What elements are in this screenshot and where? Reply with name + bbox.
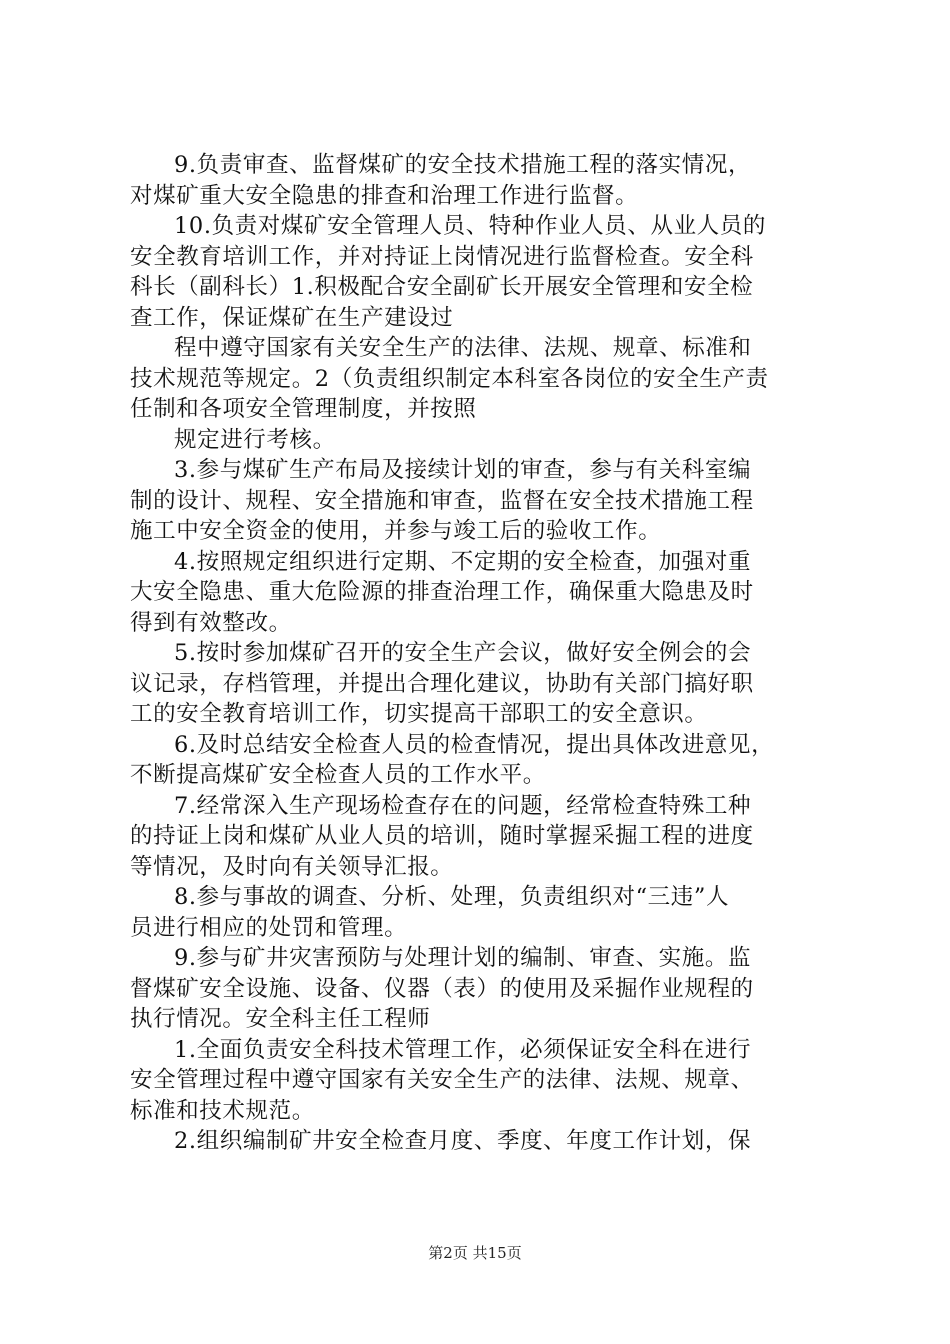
text-line: 大安全隐患、重大危险源的排查治理工作，确保重大隐患及时	[130, 579, 754, 605]
text-line: 施工中安全资金的使用，并参与竣工后的验收工作。	[130, 518, 662, 544]
text-line: 标准和技术规范。	[130, 1097, 315, 1124]
text-line: 等情况，及时向有关领导汇报。	[130, 853, 454, 880]
text-line: 议记录，存档管理，并提出合理化建议，协助有关部门搞好职	[130, 670, 754, 697]
text-line: 工的安全教育培训工作，切实提高干部职工的安全意识。	[130, 701, 708, 727]
text-line: 9.参与矿井灾害预防与处理计划的编制、审查、实施。监	[174, 945, 752, 971]
text-line: 规定进行考核。	[174, 426, 336, 453]
text-line: 督煤矿安全设施、设备、仪器（表）的使用及采掘作业规程的	[130, 975, 754, 1002]
text-line: 5.按时参加煤矿召开的安全生产会议，做好安全例会的会	[174, 640, 752, 666]
text-line: 9.负责审查、监督煤矿的安全技术措施工程的落实情况，	[174, 152, 752, 178]
text-line: 3.参与煤矿生产布局及接续计划的审查，参与有关科室编	[174, 457, 752, 483]
text-line: 执行情况。安全科主任工程师	[130, 1006, 431, 1032]
text-line: 制的设计、规程、安全措施和审查，监督在安全技术措施工程	[130, 487, 754, 514]
text-line: 程中遵守国家有关安全生产的法律、法规、规章、标准和	[174, 335, 752, 361]
text-line: 安全教育培训工作，并对持证上岗情况进行监督检查。安全科	[130, 243, 754, 270]
page-footer	[0, 1244, 950, 1262]
text-line: 6.及时总结安全检查人员的检查情况，提出具体改进意见，	[174, 731, 775, 758]
text-line: 安全管理过程中遵守国家有关安全生产的法律、法规、规章、	[130, 1067, 754, 1093]
text-line: 科长（副科长）1.积极配合安全副矿长开展安全管理和安全检	[130, 274, 754, 300]
text-line: 的持证上岗和煤矿从业人员的培训，随时掌握采掘工程的进度	[130, 823, 754, 849]
text-line: 2.组织编制矿井安全检查月度、季度、年度工作计划，保	[174, 1128, 752, 1154]
text-line: 7.经常深入生产现场检查存在的问题，经常检查特殊工种	[174, 792, 752, 819]
text-line: 得到有效整改。	[130, 609, 292, 636]
document-body	[130, 150, 830, 1157]
text-line: 员进行相应的处罚和管理。	[130, 914, 408, 941]
text-line: 4.按照规定组织进行定期、不定期的安全检查，加强对重	[174, 548, 752, 575]
page-number: 第2页 共15页	[428, 1244, 522, 1262]
text-line: 8.参与事故的调查、分析、处理，负责组织对“三违”人	[174, 884, 730, 910]
text-line: 查工作，保证煤矿在生产建设过	[130, 304, 454, 331]
text-line: 任制和各项安全管理制度，并按照	[130, 396, 477, 422]
text-line: 对煤矿重大安全隐患的排查和治理工作进行监督。	[130, 182, 639, 209]
text-line: 10.负责对煤矿安全管理人员、特种作业人员、从业人员的	[174, 213, 766, 239]
text-line: 技术规范等规定。2（负责组织制定本科室各岗位的安全生产责	[130, 365, 769, 392]
text-line: 不断提高煤矿安全检查人员的工作水平。	[130, 762, 546, 788]
text-line: 1.全面负责安全科技术管理工作，必须保证安全科在进行	[174, 1036, 752, 1063]
